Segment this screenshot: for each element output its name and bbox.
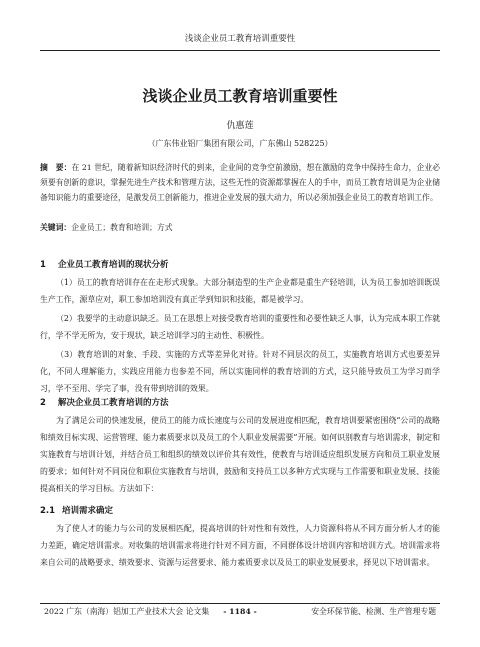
running-head: 浅谈企业员工教育培训重要性 <box>184 34 296 44</box>
footer-topic: 安全环保节能、检测、生产管理专题 <box>311 607 436 616</box>
abstract <box>40 160 440 205</box>
section-heading-1 <box>40 259 440 271</box>
section-title: 解决企业员工教育培训的方法 <box>58 398 169 408</box>
footer-proceedings: 2022 广东（南海）铝加工产业技术大会 论文集 <box>44 607 210 616</box>
section-heading-2 <box>40 397 440 409</box>
section-number: 2 <box>40 398 46 408</box>
header-rule <box>40 50 440 51</box>
author-name: 仇惠莲 <box>226 121 254 131</box>
abstract-text: 在 21 世纪，随着新知识经济时代的到来，企业间的竞争空前激励，想在激励的竞争中保持生命力，企业必须要有创新的意识，掌握先进生产技术和管理方法，这些无性的资源都掌握在人的手中，而员工教育培训是为企业储备知识能力的重要途径，是激发员工创新能力，推进企业发展的强大动力，所以必须加强企业员工的教育培训工作。 <box>40 163 441 202</box>
paper-title: 浅谈企业员工教育培训重要性 <box>142 87 338 105</box>
section-number: 2.1 <box>40 506 56 516</box>
section-number: 1 <box>40 260 46 270</box>
keywords <box>40 222 440 234</box>
keywords-label: 关键词： <box>40 223 72 232</box>
body-paragraph: （1）员工的教育培训存在在走形式现象。大部分制造型的生产企业都是重生产轻培训，认为员工参加培训既误生产工作，源草应对，职工参加培训没有真正学到知识和技能，都是被学习。 <box>40 278 440 304</box>
abstract-label: 摘 要： <box>40 163 72 172</box>
footer-rule <box>40 603 440 604</box>
body-paragraph: 为了满足公司的快速发展，使员工的能力成长速度与公司的发展进度相匹配，教育培训要紧密围绕“公司的战略和绩效目标实现、运营管理、能力素质要求以及员工的个人职业发展需要”开展。如何识别教育与培训需求，制定和实施教育与培训计划，并结合员工和组织的绩效以评价其有效性，使教育与培训适应组织发展方向和员工职业发展的要求；如何针对不同岗位和职位实施教育与培训，鼓励和支持员工以多种方式实现与工作需要和职业发展、技能提高相关的学习目标。方法如下： <box>40 416 440 493</box>
section-title: 企业员工教育培训的现状分析 <box>58 260 169 270</box>
subsection-heading-2-1 <box>40 505 440 517</box>
keywords-text: 企业员工；教育和培训；方式 <box>71 223 173 232</box>
section-title: 培训需求确定 <box>62 506 114 516</box>
body-paragraph: 为了使人才的能力与公司的发展相匹配，提高培训的针对性和有效性，人力资源科将从不同方面分析人才的能力差距，确定培训需求。对收集的培训需求将进行针对不同方面，不同群体设计培训内容和培训方式。培训需求将来自公司的战略要求、绩效要求、资源与运营要求、能力素质要求以及员工的职业发展要求，择见以下培训需求。 <box>40 524 440 567</box>
page-number: - 1184 - <box>223 607 257 616</box>
body-paragraph: （2）我要学的主动意识缺乏。员工在思想上对接受教育培训的重要性和必要性缺乏人事，认为完成本职工作就行，学不学无所为，安于现状，缺乏培训学习的主动性、积极性。 <box>40 314 440 340</box>
body-paragraph: （3）教育培训的对象、手段、实施的方式等差异化对待。针对不同层次的员工，实施教育培训方式也要差异化，不同人理解能力，实践应用能力也参差不同，所以实施同样的教育培训的方式，这只能导致员工为学习而学习，学不至用、学完了事，没有带到培训的效果。 <box>40 350 440 393</box>
author-affiliation: （广东伟业铝厂集团有限公司，广东佛山 528225） <box>147 139 333 148</box>
